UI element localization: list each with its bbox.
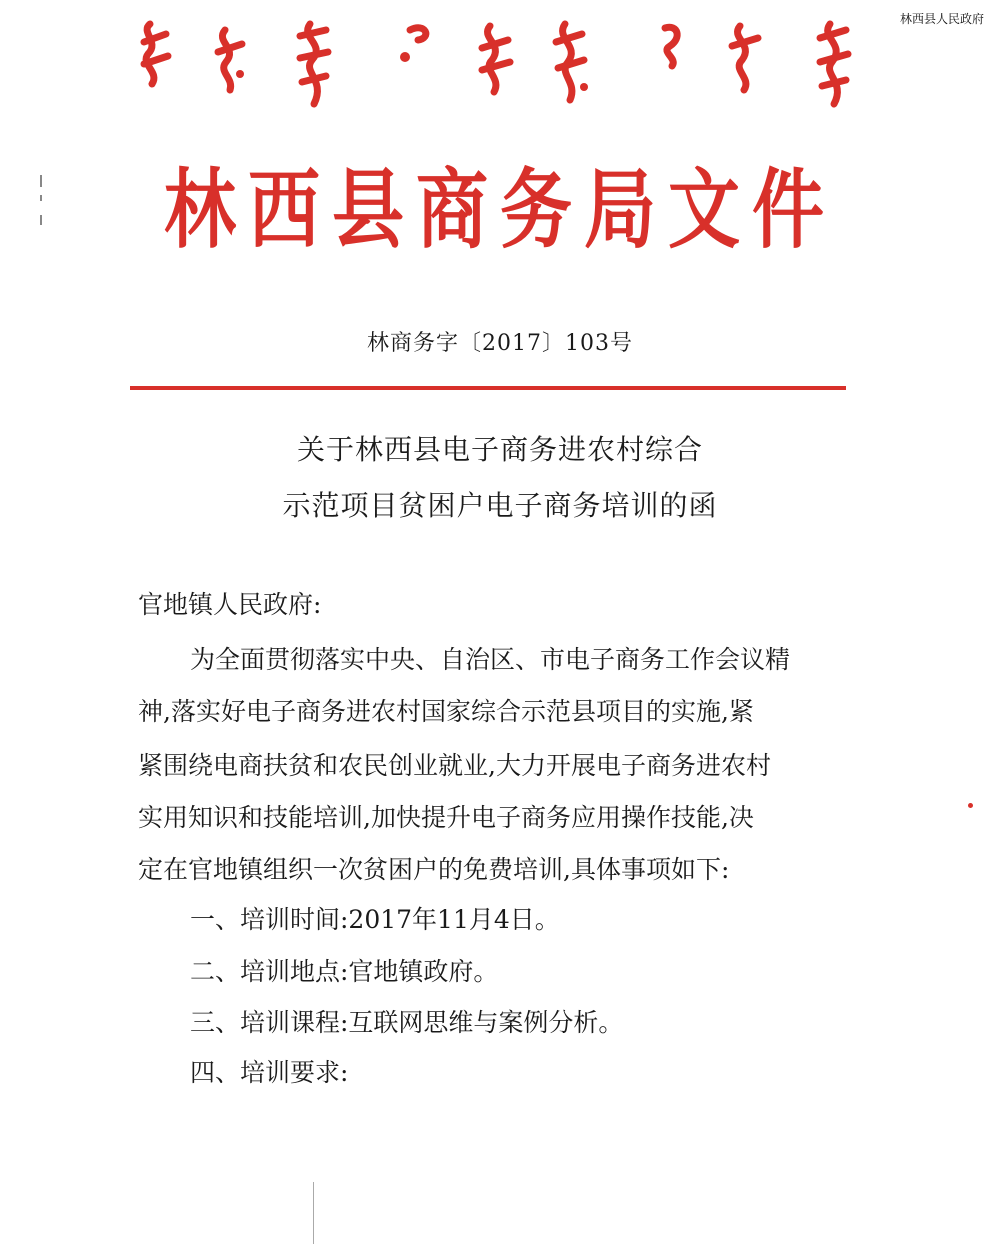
- scan-mark: [40, 175, 42, 187]
- letter-title-line2: 示范项目贫困户电子商务培训的函: [282, 489, 718, 522]
- list-item-requirements: 四、培训要求:: [190, 1058, 349, 1087]
- list-item-time: 一、培训时间:2017年11月4日。: [190, 905, 560, 934]
- document-number: 林商务字〔2017〕103号: [367, 331, 633, 356]
- scan-mark: [40, 215, 42, 225]
- watermark-text: 林西县人民政府: [899, 12, 984, 26]
- red-mark: [968, 803, 973, 808]
- letter-title-line1: 关于林西县电子商务进农村综合: [296, 433, 703, 466]
- red-divider: [130, 386, 846, 390]
- salutation: 官地镇人民政府:: [138, 590, 322, 619]
- org-title: 林西县商务局文件: [163, 159, 836, 260]
- body-line: 为全面贯彻落实中央、自治区、市电子商务工作会议精: [190, 645, 791, 674]
- body-line: 定在官地镇组织一次贫困户的免费培训,具体事项如下:: [138, 855, 730, 884]
- list-item-location: 二、培训地点:官地镇政府。: [190, 957, 499, 986]
- scan-mark: [313, 1182, 314, 1244]
- body-line: 紧围绕电商扶贫和农民创业就业,大力开展电子商务进农村: [138, 751, 771, 780]
- body-line: 实用知识和技能培训,加快提升电子商务应用操作技能,决: [138, 803, 754, 832]
- mongolian-script-heading: [130, 12, 860, 112]
- scan-mark: [40, 195, 42, 201]
- list-item-course: 三、培训课程:互联网思维与案例分析。: [190, 1008, 624, 1037]
- body-line: 神,落实好电子商务进农村国家综合示范县项目的实施,紧: [138, 697, 754, 726]
